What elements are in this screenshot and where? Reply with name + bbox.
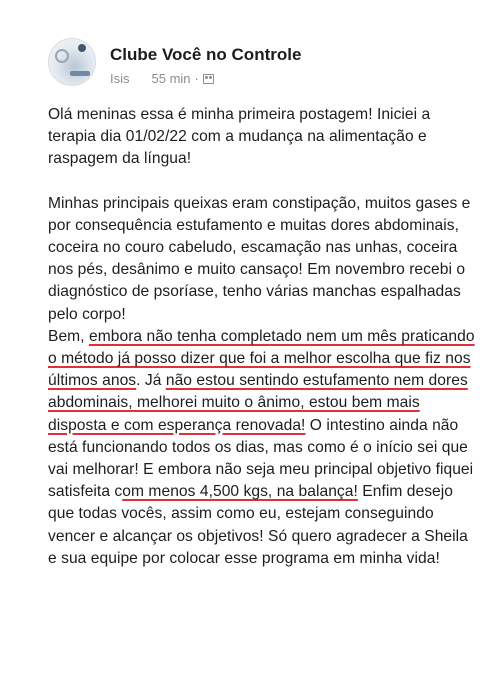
post-paragraph-results	[48, 326, 480, 570]
text-segment: . Já	[136, 372, 166, 390]
author-name-link[interactable]: Isis	[110, 71, 130, 86]
avatar-logo-icon	[78, 44, 86, 52]
post-paragraph-complaints: Minhas principais queixas eram constipação, muitos gases e por consequência estufamento e muitas dores abdominais, coceira no couro cabeludo, escamação nas unhas, coceira nos pés, desânimo e muito cansaço! Em novembro recebi o diagnóstico de psoríase, tenho várias manchas espalhadas pelo corpo!	[48, 194, 471, 323]
highlighted-text: embora não tenha completado nem um mês praticando o método já posso dizer que foi a melhor escolha que fiz nos últimos anos	[48, 327, 475, 390]
group-members-icon	[203, 74, 214, 84]
post-meta	[110, 38, 301, 86]
paragraph-gap	[48, 171, 480, 193]
post-header	[48, 38, 480, 94]
post-time[interactable]: 55 min	[151, 71, 191, 86]
group-name-link[interactable]: Clube Você no Controle	[110, 45, 302, 64]
text-segment: O intestino ainda não está funcionando todos os dias, mas como é o início sei que vai melhorar! E embora não seja meu principal objetivo fiquei satisfeita c	[48, 416, 474, 501]
group-avatar[interactable]	[48, 38, 96, 86]
highlighted-text: om menos 4,500 kgs, na balança!	[122, 483, 358, 501]
separator-dot: ·	[194, 71, 199, 86]
text-segment: Bem,	[48, 327, 89, 345]
post-subline	[110, 71, 301, 86]
highlighted-text: não estou sentindo estufamento nem dores abdominais, melhorei muito o ânimo, estou bem mais disposta e com esperança renovada!	[48, 372, 468, 434]
text-segment: Enfim desejo que todas vocês, assim como eu, estejam conseguindo vencer e alcançar os objetivos! Só quero agradecer a Sheila e sua equipe por colocar esse programa em minha vida!	[48, 483, 468, 567]
post-paragraph-intro: Olá meninas essa é minha primeira postagem! Iniciei a terapia dia 01/02/22 com a mudança na alimentação e raspagem da língua!	[48, 106, 431, 168]
post-body	[48, 104, 480, 570]
